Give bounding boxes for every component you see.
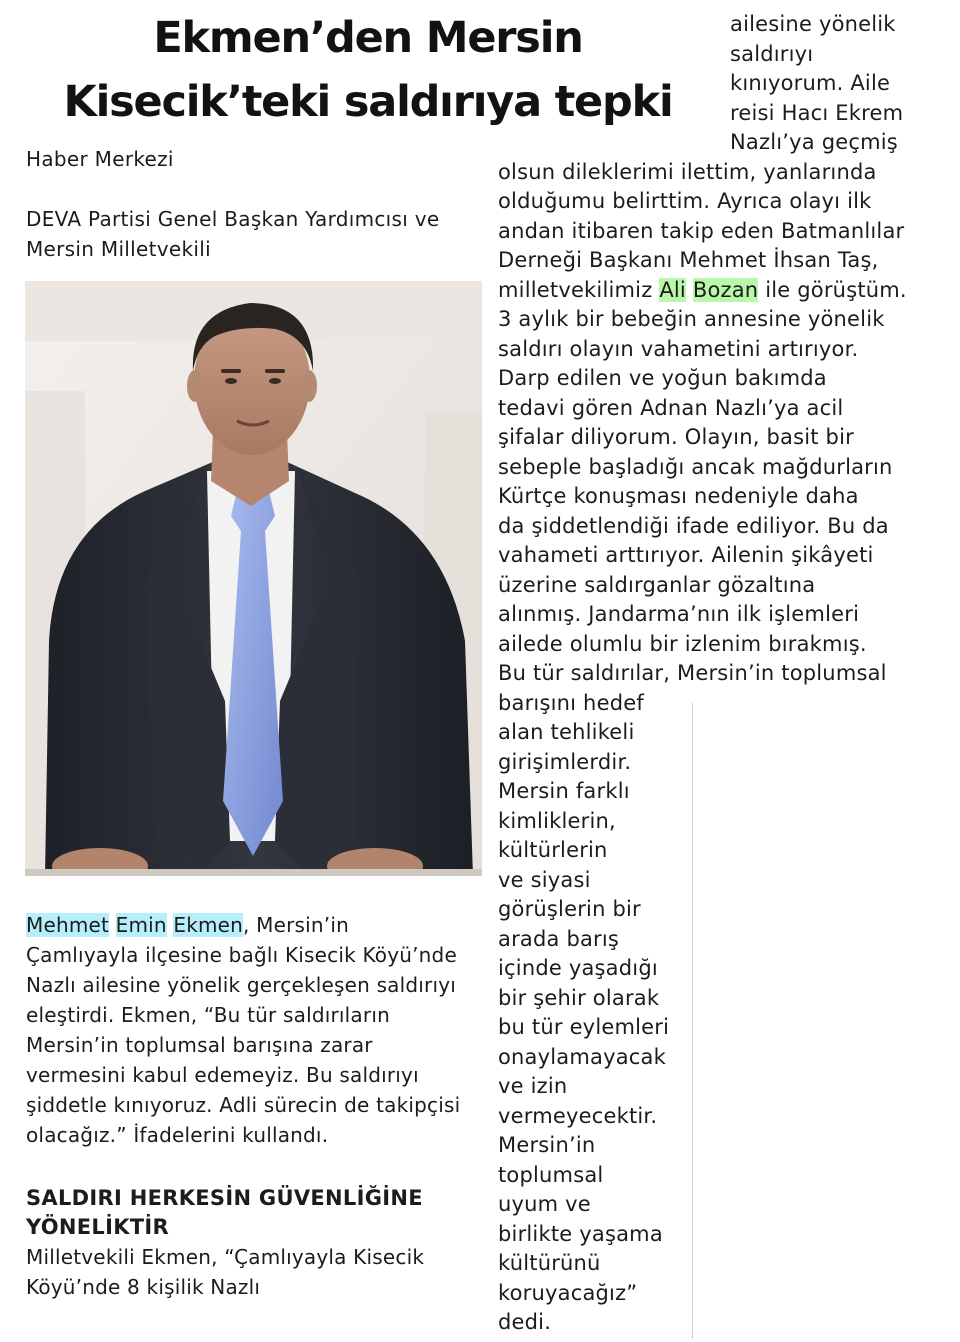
body-line: ailesine yönelik [730,12,896,36]
body-line: olduğumu belirttim. Ayrıca olayı ilk [498,189,872,213]
mention-suffix: ile görüştüm. [758,277,907,302]
body-line: da şiddetlendiği ifade ediliyor. Bu da [498,513,889,538]
body-line: onaylamayacak [498,1044,666,1069]
body-line-mention [498,275,907,305]
lead-paragraph-text: , Mersin’in Çamlıyayla ilçesine bağlı Kisecik Köyü’nde Nazlı ailesine yönelik gerçekleşen saldırıyı eleştirdi. Ekmen, “Bu tür saldırıların Mersin’in toplumsal barışına zarar vermesini kabul edemeyiz. Bu saldırıyı şiddetle kınıyoruz. Adli sürecin de takipçisi olacağız.” İfadelerini kullandı. [26,913,461,1147]
body-line: Derneği Başkanı Mehmet İhsan Taş, [498,248,879,272]
body-line: Bu tür saldırılar, Mersin’in toplumsal [498,661,887,685]
body-line: ve siyasi [498,867,591,892]
section-subheading: SALDIRI HERKESİN GÜVENLİĞİNE YÖNELİKTİR [26,1186,423,1239]
body-line: reisi Hacı Ekrem [730,100,904,125]
body-line: kınıyorum. Aile [730,71,891,95]
body-line: sebeple başladığı ancak mağdurların [498,454,893,479]
body-line: uyum ve [498,1192,591,1216]
body-line: ailede olumlu bir izlenim bırakmış. [498,631,867,656]
body-paragraph: Milletvekili Ekmen, “Çamlıyayla Kisecik Köyü’nde 8 kişilik Nazlı [26,1245,425,1299]
body-line: kültürlerin [498,838,608,862]
politician-speaking-photo-icon [25,281,482,876]
mention-name-highlight: Bozan [692,277,759,302]
body-line: saldırıyı [730,41,814,66]
mention-prefix: milletvekilimiz [498,277,660,302]
body-line: andan itibaren takip eden Batmanlılar [498,218,905,243]
headline-line-1: Ekmen’den Mersin [153,13,583,63]
body-line: kültürünü [498,1251,601,1275]
body-line: toplumsal [498,1162,604,1187]
body-line: alan tehlikeli [498,720,635,744]
body-line: vahameti arttırıyor. Ailenin şikâyeti [498,543,874,567]
body-line: arada barış [498,926,620,951]
body-line: saldırı olayın vahametini artırıyor. [498,336,859,361]
byline: Haber Merkezi [26,147,174,171]
body-line: şifalar diliyorum. Olayın, basit bir [498,425,854,449]
body-line: bir şehir olarak [498,985,660,1010]
body-line: ve izin [498,1074,568,1098]
article-photo [25,281,482,876]
body-line: olsun dileklerimi ilettim, yanlarında [498,159,877,184]
mention-name-highlight: Ali [659,277,686,302]
body-line: görüşlerin bir [498,897,641,921]
body-line: birlikte yaşama [498,1221,663,1246]
body-line: vermeyecektir. [498,1103,658,1128]
body-line: girişimlerdir. [498,749,632,774]
body-line: dedi. [498,1310,552,1334]
body-line: Mersin farklı [498,779,630,803]
body-line: tedavi gören Adnan Nazlı’ya acil [498,395,844,420]
body-line: Kürtçe konuşması nedeniyle daha [498,484,859,508]
left-column [26,910,466,1302]
lead-paragraph [26,910,466,1150]
body-line: Mersin’in [498,1133,596,1157]
body-line: kimliklerin, [498,808,616,833]
intro-text: DEVA Partisi Genel Başkan Yardımcısı ve Mersin Milletvekili [26,207,440,261]
body-line: koruyacağız” [498,1280,638,1305]
body-line: alınmış. Jandarma’nın ilk işlemleri [498,602,860,626]
body-line: Darp edilen ve yoğun bakımda [498,366,827,390]
body-line: barışını hedef [498,690,644,715]
name-highlight: Mehmet [26,913,110,937]
column-divider [692,703,693,1339]
body-line: içinde yaşadığı [498,956,658,980]
name-highlight: Emin [115,913,167,937]
name-highlight: Ekmen [173,913,244,937]
body-line: Nazlı’ya geçmiş [730,130,898,154]
headline-line-2: Kisecik’teki saldırıya tepki [63,77,673,127]
body-line: 3 aylık bir bebeğin annesine yönelik [498,307,885,331]
body-line: bu tür eylemleri [498,1015,670,1039]
body-line: üzerine saldırganlar gözaltına [498,572,816,597]
article-headline [18,6,718,134]
